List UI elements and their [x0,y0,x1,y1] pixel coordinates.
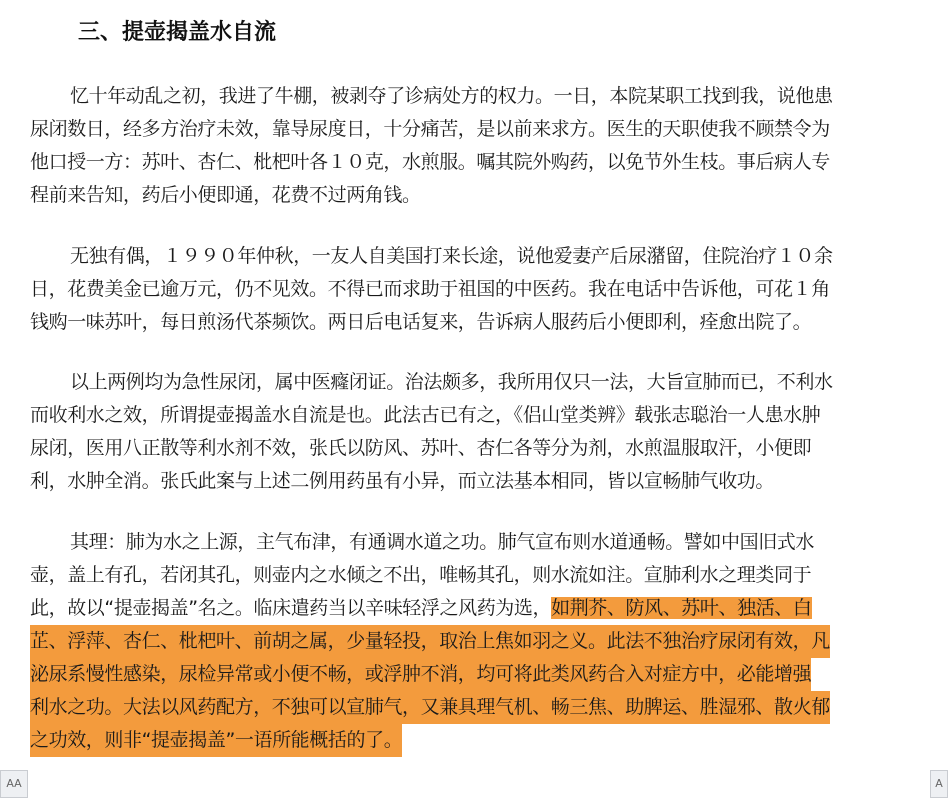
text-line: 钱购一味苏叶，每日煎汤代茶频饮。两日后电话复来，告诉病人服药后小便即利，痊愈出院了。 [30,311,812,333]
highlighted-text: 之功效，则非“提壶揭盖”一语所能概括的了。 [30,724,402,757]
text-line: 程前来告知，药后小便即通，花费不过两角钱。 [30,184,421,206]
paragraph-2 [30,240,930,339]
text-line: 而收利水之效，所谓提壶揭盖水自流是也。此法古已有之，《侣山堂类辨》载张志聪治一人患水肿 [30,404,821,426]
text-segment: 此，故以“提壶揭盖”名之。临床遣药当以辛味轻浮之风药为选， [30,597,552,619]
text-line: 以上两例均为急性尿闭，属中医癃闭证。治法颇多，我所用仅只一法，大旨宣肺而已，不利水 [70,371,833,393]
text-line: 忆十年动乱之初，我进了牛棚，被剥夺了诊病处方的权力。一日，本院某职工找到我，说他患 [70,85,833,107]
section-heading: 三、提壶揭盖水自流 [78,20,277,45]
highlighted-text: 芷、浮萍、杏仁、枇杷叶、前胡之属，少量轻投，取治上焦如羽之义。此法不独治疗尿闭有效，凡 [30,625,830,658]
text-line: 壶，盖上有孔，若闭其孔，则壶内之水倾之不出，唯畅其孔，则水流如注。宣肺利水之理类同于 [30,564,812,586]
paragraph-4 [30,526,930,757]
text-line: 利，水肿全消。张氏此案与上述二例用药虽有小异，而立法基本相同，皆以宣畅肺气收功。 [30,470,775,492]
highlighted-text: 泌尿系慢性感染，尿检异常或小便不畅，或浮肿不消，均可将此类风药合入对症方中，必能增强 [30,658,811,691]
paragraph-3 [30,366,930,498]
text-size-icon[interactable]: AA [0,770,28,798]
paragraph-1 [30,80,930,212]
text-line: 其理：肺为水之上源，主气布津，有通调水道之功。肺气宣布则水道通畅。譬如中国旧式水 [70,531,815,553]
text-line: 他口授一方：苏叶、杏仁、枇杷叶各１０克，水煎服。嘱其院外购药，以免节外生枝。事后病人专 [30,151,830,173]
text-line: 尿闭数日，经多方治疗未效，靠导尿度日，十分痛苦，是以前来求方。医生的天职使我不顾禁令为 [30,118,830,140]
highlighted-text: 利水之功。大法以风药配方，不独可以宣肺气，又兼具理气机、畅三焦、助脾运、胜湿邪、散火郁 [30,691,830,724]
text-size-icon[interactable]: A [930,770,948,798]
text-line: 日，花费美金已逾万元，仍不见效。不得已而求助于祖国的中医药。我在电话中告诉他，可花１角 [30,278,830,300]
text-line: 尿闭，医用八正散等利水剂不效，张氏以防风、苏叶、杏仁各等分为剂，水煎温服取汗，小便即 [30,437,812,459]
text-line-mixed [30,592,930,625]
text-line: 无独有偶，１９９０年仲秋，一友人自美国打来长途，说他爱妻产后尿潴留，住院治疗１０余 [70,245,833,267]
highlighted-text: 如荆芥、防风、苏叶、独活、白 [551,597,812,619]
